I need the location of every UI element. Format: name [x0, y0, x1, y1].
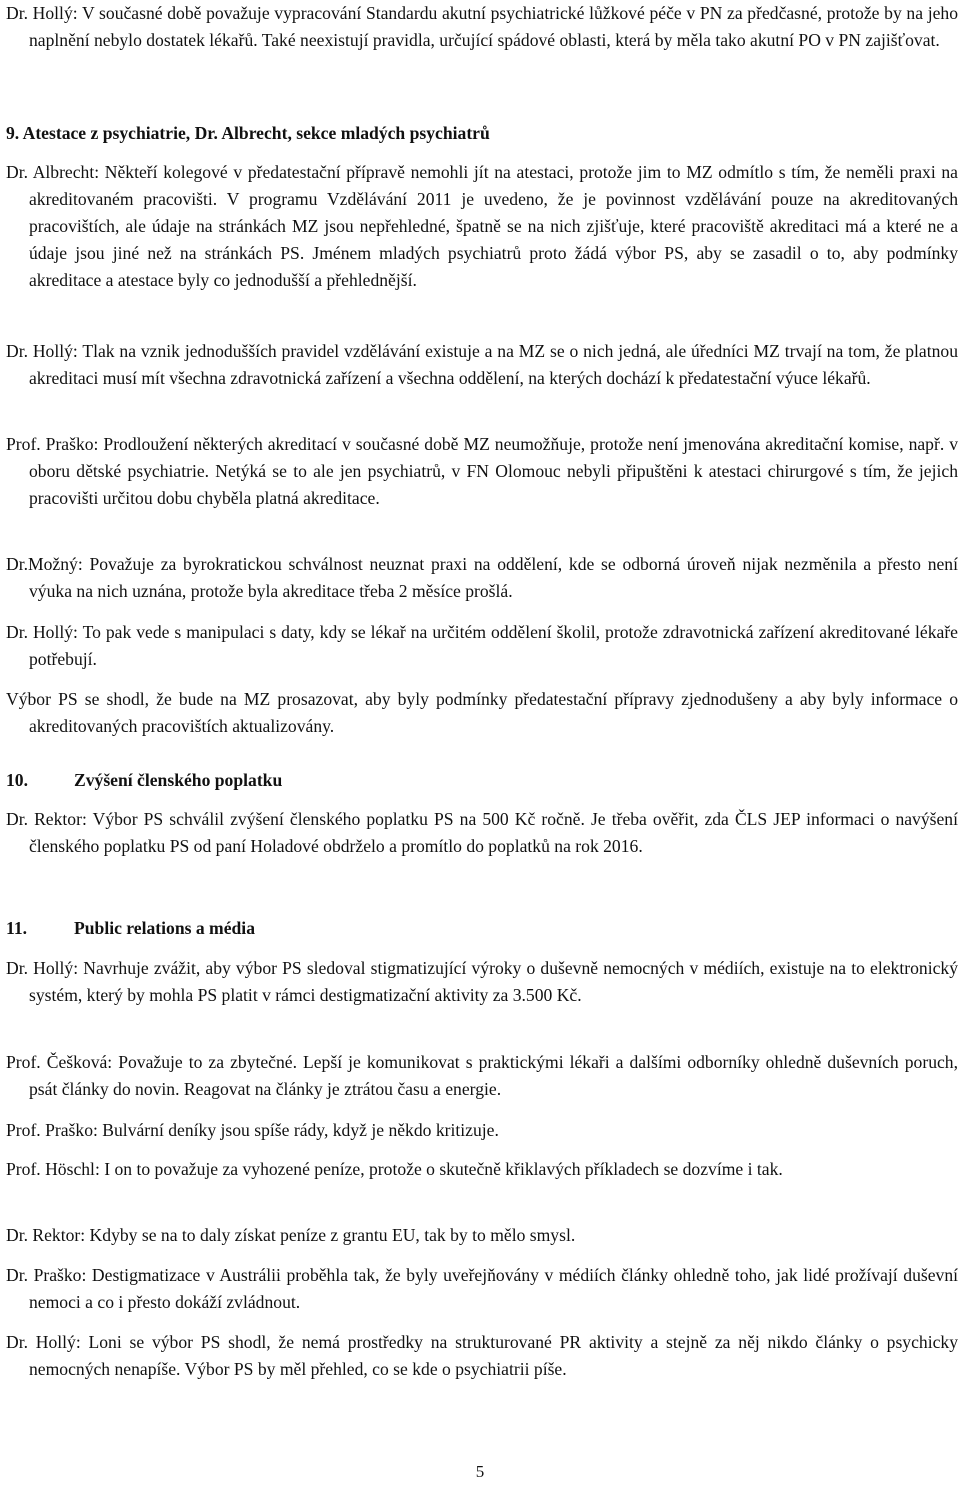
paragraph-prasko-akreditace: Prof. Praško: Prodloužení některých akreditací v současné době MZ neumožňuje, protože není jmenována akreditační komise, např. v oboru dětské psychiatrie. Netýká se to ale jen psychiatrů, v FN Olomouc nebyli připuštěni k atestaci chirurgové s tím, že jejich pracovišti určitou dobu chyběla platná akreditace.	[6, 434, 958, 508]
paragraph-vybor-shoda: Výbor PS se shodl, že bude na MZ prosazovat, aby byly podmínky předatestační přípravy zjednodušeny a aby byly informace o akreditovaných pracovištích aktualizovány.	[6, 689, 958, 736]
paragraph-prasko-australie: Dr. Praško: Destigmatizace v Austrálii proběhla tak, že byly uveřejňovány v médiích články ohledně toho, jak lidé prožívají duševní nemoci a co i přesto dokáží zvládnout.	[6, 1265, 958, 1312]
paragraph-prasko-bulvar: Prof. Praško: Bulvární deníky jsou spíše rády, když je někdo kritizuje.	[6, 1120, 499, 1140]
paragraph-mozny: Dr.Možný: Považuje za byrokratickou schválnost neuznat praxi na oddělení, kde se odborná úroveň nijak nezměnila a přesto není výuka na nich uznána, protože byla akreditace třeba 2 měsíce prošlá.	[6, 554, 958, 601]
heading-title: Public relations a média	[74, 918, 255, 938]
paragraph-albrecht: Dr. Albrecht: Někteří kolegové v předatestační přípravě nemohli jít na atestaci, protože jim to MZ odmítlo s tím, že neměli praxi na akreditovaném pracovišti. V programu Vzdělávání 2011 je uvedeno, že je povinnost vzdělávání pouze na akreditovaných pracovištích, ale údaje na stránkách MZ jsou nepřehledné, špatně se na nich zjišťuje, které pracoviště akreditaci má a které ne a údaje jsou jiné než na stránkách PS. Jménem mladých psychiatrů proto žádá výbor PS, aby se zasadil o to, aby podmínky akreditace a atestace byly co jednodušší a přehlednější.	[6, 162, 958, 290]
heading-number: 10.	[6, 770, 28, 790]
heading-section-11	[6, 915, 946, 942]
paragraph-holly-pr: Dr. Hollý: Loni se výbor PS shodl, že nemá prostředky na strukturované PR aktivity a stejně za něj nikdo články o psychicky nemocných nenapíše. Výbor PS by měl přehled, co se kde o psychiatrii píše.	[6, 1332, 958, 1379]
paragraph-rektor-poplatek: Dr. Rektor: Výbor PS schválil zvýšení členského poplatku PS na 500 Kč ročně. Je třeba ověřit, zda ČLS JEP informaci o navýšení členského poplatku PS od paní Holadové obdrželo a promítlo do poplatků na rok 2016.	[6, 809, 958, 856]
paragraph-holly-media: Dr. Hollý: Navrhuje zvážit, aby výbor PS sledoval stigmatizující výroky o duševně nemocných v médiích, existuje na to elektronický systém, který by mohla PS platit v rámci destigmatizační aktivity za 3.500 Kč.	[6, 958, 958, 1005]
heading-section-9: 9. Atestace z psychiatrie, Dr. Albrecht, sekce mladých psychiatrů	[6, 123, 490, 143]
paragraph-holly-pravidla: Dr. Hollý: Tlak na vznik jednodušších pravidel vzdělávání existuje a na MZ se o nich jedná, ale úředníci MZ trvají na tom, že platnou akreditaci musí mít všechna zdravotnická zařízení a všechna oddělení, na kterých dochází k předatestační výuce lékařů.	[6, 341, 958, 388]
heading-title: Zvýšení členského poplatku	[74, 770, 283, 790]
paragraph-holly-standard: Dr. Hollý: V současné době považuje vypracování Standardu akutní psychiatrické lůžkové péče v PN za předčasné, protože by na jeho naplnění nebylo dostatek lékařů. Také neexistují pravidla, určující spádové oblasti, která by měla tako akutní PO v PN zajišťovat.	[6, 3, 958, 50]
heading-section-10	[6, 767, 946, 794]
page-number: 5	[475, 1462, 485, 1481]
paragraph-ceskova: Prof. Češková: Považuje to za zbytečné. Lepší je komunikovat s praktickými lékaři a dalšími odborníky ohledně duševních poruch, psát články do novin. Reagovat na články je ztrátou času a energie.	[6, 1052, 958, 1099]
paragraph-hoschl: Prof. Höschl: I on to považuje za vyhozené peníze, protože o skutečně křiklavých příkladech se dozvíme i tak.	[6, 1159, 783, 1179]
paragraph-rektor-grant: Dr. Rektor: Kdyby se na to daly získat peníze z grantu EU, tak by to mělo smysl.	[6, 1225, 576, 1245]
paragraph-holly-manipulace: Dr. Hollý: To pak vede s manipulaci s daty, kdy se lékař na určitém oddělení školil, protože zdravotnická zařízení akreditované lékaře potřebují.	[6, 622, 958, 669]
heading-number: 11.	[6, 918, 28, 938]
